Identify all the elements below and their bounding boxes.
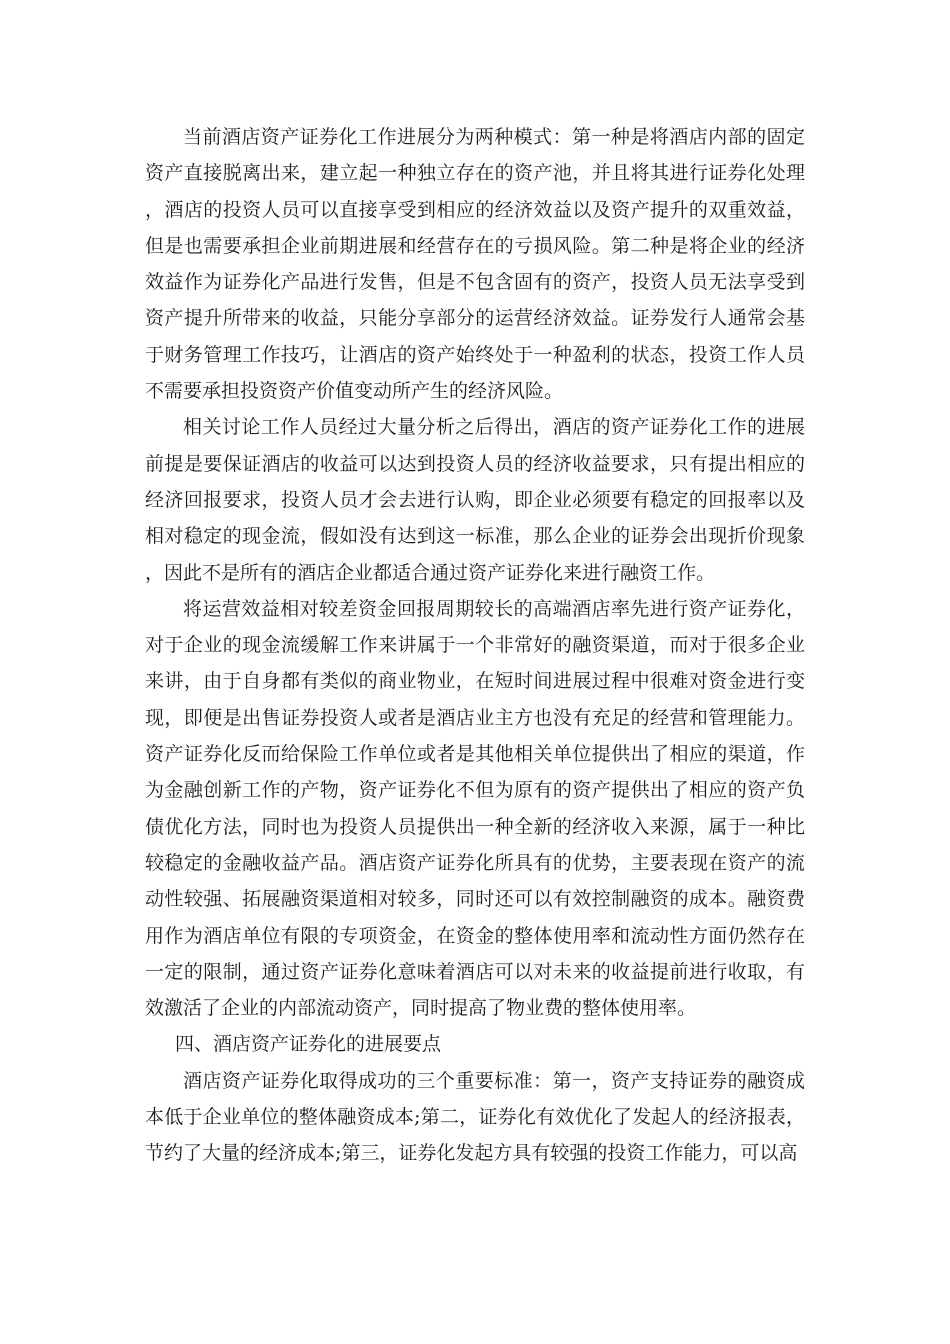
paragraph-success-criteria: 酒店资产证券化取得成功的三个重要标准：第一，资产支持证券的融资成本低于企业单位的整体融资成本;第二，证券化有效优化了发起人的经济报表，节约了大量的经济成本;第三，证券化发起方具有较强的投资工作能力，可以高 <box>145 1069 805 1165</box>
paragraph-securitization-prerequisites: 相关讨论工作人员经过大量分析之后得出，酒店的资产证券化工作的进展前提是要保证酒店的收益可以达到投资人员的经济收益要求，只有提出相应的经济回报要求，投资人员才会去进行认购，即企业必须要有稳定的回报率以及相对稳定的现金流，假如没有达到这一标准，那么企业的证券会出现折价现象，因此不是所有的酒店企业都适合通过资产证券化来进行融资工作。 <box>145 416 805 584</box>
paragraph-securitization-advantages: 将运营效益相对较差资金回报周期较长的高端酒店率先进行资产证券化，对于企业的现金流缓解工作来讲属于一个非常好的融资渠道，而对于很多企业来讲，由于自身都有类似的商业物业，在短时间进展过程中很难对资金进行变现，即便是出售证券投资人或者是酒店业主方也没有充足的经营和管理能力。资产证券化反而给保险工作单位或者是其他相关单位提供出了相应的渠道，作为金融创新工作的产物，资产证券化不但为原有的资产提供出了相应的资产负债优化方法，同时也为投资人员提供出一种全新的经济收入来源，属于一种比较稳定的金融收益产品。酒店资产证券化所具有的优势，主要表现在资产的流动性较强、拓展融资渠道相对较多，同时还可以有效控制融资的成本。融资费用作为酒店单位有限的专项资金，在资金的整体使用率和流动性方面仍然存在一定的限制，通过资产证券化意味着酒店可以对未来的收益提前进行收取，有效激活了企业的内部流动资产，同时提高了物业费的整体使用率。 <box>145 597 805 1020</box>
document-body <box>145 119 805 1172</box>
section-heading: 四、酒店资产证券化的进展要点 <box>175 1033 442 1056</box>
paragraph-asset-securitization-modes: 当前酒店资产证券化工作进展分为两种模式：第一种是将酒店内部的固定资产直接脱离出来，建立起一种独立存在的资产池，并且将其进行证券化处理，酒店的投资人员可以直接享受到相应的经济效益以及资产提升的双重效益，但是也需要承担企业前期进展和经营存在的亏损风险。第二种是将企业的经济效益作为证券化产品进行发售，但是不包含固有的资产，投资人员无法享受到资产提升所带来的收益，只能分享部分的运营经济效益。证券发行人通常会基于财务管理工作技巧，让酒店的资产始终处于一种盈利的状态，投资工作人员不需要承担投资资产价值变动所产生的经济风险。 <box>145 126 805 403</box>
